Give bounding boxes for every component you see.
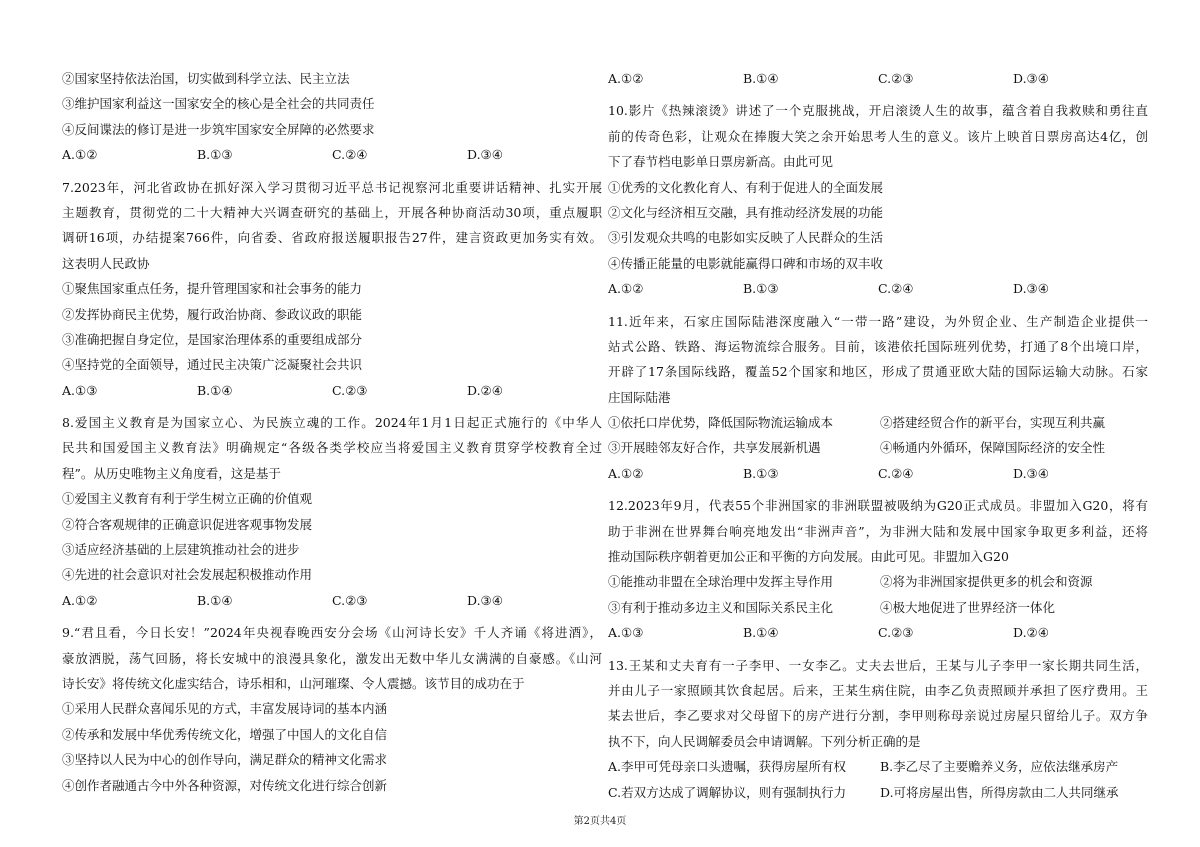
q9-item-3: ③坚持以人民为中心的创作导向，满足群众的精神文化需求 bbox=[62, 752, 388, 768]
q11-option-b[interactable]: B.①③ bbox=[743, 465, 779, 481]
q13-options-row bbox=[608, 754, 1148, 779]
question-12 bbox=[608, 493, 1148, 645]
q7-stem-line: 主题教育，贯彻党的二十大精神大兴调查研究的基础上，开展各种协商活动30项，重点履职 bbox=[62, 204, 602, 220]
q11-option-d[interactable]: D.③④ bbox=[1013, 465, 1049, 481]
q8-options bbox=[62, 588, 602, 613]
q8-item-2: ②符合客观规律的正确意识促进客观事物发展 bbox=[62, 516, 313, 532]
q10-option-a[interactable]: A.①② bbox=[608, 281, 644, 297]
q9-option-d[interactable]: D.③④ bbox=[1013, 71, 1049, 86]
q9-stem-line: 诗长安》将传统文化虚实结合，诗乐相和，山河璀璨、令人震撼。该节目的成功在于 bbox=[62, 675, 525, 691]
q8-option-b[interactable]: B.①④ bbox=[197, 592, 233, 608]
q7-option-d[interactable]: D.②④ bbox=[467, 382, 503, 398]
q10-item-4: ④传播正能量的电影就能赢得口碑和市场的双丰收 bbox=[608, 255, 884, 271]
q13-option-c[interactable]: C.若双方达成了调解协议，则有强制执行力 bbox=[608, 784, 847, 800]
q12-stem-line: 推动国际秩序朝着更加公正和平衡的方向发展。由此可见。非盟加入G20 bbox=[608, 549, 1009, 565]
q8-option-d[interactable]: D.③④ bbox=[467, 592, 503, 608]
q13-stem-line: 某去世后，李乙要求对父母留下的房产进行分割，李甲则称母亲说过房屋只留给儿子。双方争 bbox=[608, 708, 1148, 724]
q10-options bbox=[608, 276, 1148, 301]
q8-item-3: ③适应经济基础的上层建筑推动社会的进步 bbox=[62, 542, 300, 558]
q8-item-1: ①爱国主义教育有利于学生树立正确的价值观 bbox=[62, 491, 313, 507]
q12-items-row bbox=[608, 595, 1148, 620]
q7-item-2: ②发挥协商民主优势，履行政治协商、参政议政的职能 bbox=[62, 306, 363, 322]
q7-option-b[interactable]: B.①④ bbox=[197, 382, 233, 398]
q13-stem-line: 13.王某和丈夫育有一子李甲、一女李乙。丈夫去世后，王某与儿子李甲一家长期共同生活， bbox=[608, 657, 1148, 673]
q6-option-a[interactable]: A.①② bbox=[62, 147, 98, 163]
q12-item-3: ③有利于推动多边主义和国际关系民主化 bbox=[608, 599, 834, 615]
q6-item-4: ④反间谍法的修订是进一步筑牢国家安全屏障的必然要求 bbox=[62, 121, 375, 137]
q7-options bbox=[62, 378, 602, 403]
q7-item-1: ①聚焦国家重点任务，提升管理国家和社会事务的能力 bbox=[62, 281, 363, 297]
q9-item-4: ④创作者融通古今中外各种资源，对传统文化进行综合创新 bbox=[62, 777, 388, 793]
q12-item-4: ④极大地促进了世界经济一体化 bbox=[880, 599, 1056, 615]
q12-items-row bbox=[608, 569, 1148, 594]
q6-item-2: ②国家坚持依法治国，切实做到科学立法、民主立法 bbox=[62, 71, 350, 86]
q10-option-b[interactable]: B.①③ bbox=[743, 281, 779, 297]
q13-option-b[interactable]: B.李乙尽了主要赡养义务，应依法继承房产 bbox=[880, 759, 1119, 775]
q7-stem-line: 7.2023年，河北省政协在抓好深入学习贯彻习近平总书记视察河北重要讲话精神、扎实开展 bbox=[62, 179, 602, 195]
q10-stem-line: 10.影片《热辣滚烫》讲述了一个克服挑战，开启滚烫人生的故事，蕴含着自我救赎和勇往直 bbox=[608, 103, 1148, 119]
q10-option-c[interactable]: C.②④ bbox=[878, 281, 914, 297]
q7-option-c[interactable]: C.②③ bbox=[332, 382, 368, 398]
question-6-continued bbox=[62, 66, 602, 168]
q9-item-1: ①采用人民群众喜闻乐见的方式，丰富发展诗词的基本内涵 bbox=[62, 701, 388, 717]
q12-options bbox=[608, 620, 1148, 645]
q10-option-d[interactable]: D.③④ bbox=[1013, 281, 1049, 297]
page-number: 第2页共4页 bbox=[573, 816, 627, 827]
q6-item-3: ③维护国家利益这一国家安全的核心是全社会的共同责任 bbox=[62, 96, 375, 112]
q12-stem-line: 12.2023年9月，代表55个非洲国家的非洲联盟被吸纳为G20正式成员。非盟加入G20，将有 bbox=[608, 498, 1148, 514]
q11-option-c[interactable]: C.②④ bbox=[878, 465, 914, 481]
q9-option-c[interactable]: C.②③ bbox=[878, 71, 914, 86]
q11-item-2: ②搭建经贸合作的新平台，实现互利共赢 bbox=[880, 415, 1106, 431]
q11-options bbox=[608, 461, 1148, 486]
q10-stem-line: 下了春节档电影单日票房新高。由此可见 bbox=[608, 154, 834, 170]
q12-item-1: ①能推动非盟在全球治理中发挥主导作用 bbox=[608, 574, 834, 590]
q6-option-d[interactable]: D.③④ bbox=[467, 147, 503, 163]
q8-option-a[interactable]: A.①② bbox=[62, 592, 98, 608]
q13-options-row bbox=[608, 780, 1148, 805]
question-11 bbox=[608, 309, 1148, 487]
q8-option-c[interactable]: C.②③ bbox=[332, 592, 368, 608]
q10-item-3: ③引发观众共鸣的电影如实反映了人民群众的生活 bbox=[608, 230, 884, 246]
q9-stem-line: 豪放洒脱，荡气回肠，将长安城中的浪漫具象化，激发出无数中华儿女满满的自豪感。《山河 bbox=[62, 650, 602, 666]
q6-option-b[interactable]: B.①③ bbox=[197, 147, 233, 163]
q12-item-2: ②将为非洲国家提供更多的机会和资源 bbox=[880, 574, 1093, 590]
q9-options bbox=[608, 66, 1148, 91]
q11-stem-line: 站式公路、铁路、海运物流综合服务。目前，该港依托国际班列优势，打通了8个出境口岸， bbox=[608, 338, 1148, 354]
q6-option-c[interactable]: C.②④ bbox=[332, 147, 368, 163]
q11-item-4: ④畅通内外循环，保障国际经济的安全性 bbox=[880, 440, 1106, 456]
q12-option-d[interactable]: D.②④ bbox=[1013, 625, 1049, 641]
q13-option-d[interactable]: D.可将房屋出售，所得房款由二人共同继承 bbox=[880, 784, 1119, 800]
q7-item-3: ③准确把握自身定位，是国家治理体系的重要组成部分 bbox=[62, 331, 363, 347]
q13-stem-line: 并由儿子一家照顾其饮食起居。后来，王某生病住院，由李乙负责照顾并承担了医疗费用。王 bbox=[608, 682, 1148, 698]
q7-option-a[interactable]: A.①③ bbox=[62, 382, 98, 398]
q9-item-2: ②传承和发展中华优秀传统文化，增强了中国人的文化自信 bbox=[62, 726, 388, 742]
question-10 bbox=[608, 98, 1148, 301]
q7-stem-line: 这表明人民政协 bbox=[62, 255, 150, 271]
q9-option-a[interactable]: A.①② bbox=[608, 71, 644, 86]
q7-stem-line: 调研16项，办结提案766件，向省委、省政府报送履职报告27件，建言资政更加务实有效。 bbox=[62, 230, 602, 246]
q11-option-a[interactable]: A.①② bbox=[608, 465, 644, 481]
q6-options bbox=[62, 142, 602, 167]
right-column bbox=[608, 66, 1148, 805]
q11-stem-line: 开辟了17条国际线路，覆盖52个国家和地区，形成了贯通亚欧大陆的国际运输大动脉。石家 bbox=[608, 364, 1148, 380]
q12-stem-line: 助于非洲在世界舞台响亮地发出“非洲声音”，为非洲大陆和发展中国家争取更多利益，还将 bbox=[608, 523, 1148, 539]
question-9 bbox=[62, 620, 602, 798]
q10-item-1: ①优秀的文化教化育人、有利于促进人的全面发展 bbox=[608, 179, 884, 195]
q13-stem-line: 执不下，向人民调解委员会申请调解。下列分析正确的是 bbox=[608, 733, 921, 749]
question-7 bbox=[62, 175, 602, 404]
q8-stem-line: 8.爱国主义教育是为国家立心、为民族立魂的工作。2024年1月1日起正式施行的《中华人 bbox=[62, 415, 602, 431]
q10-stem-line: 前的传奇色彩，让观众在捧腹大笑之余开始思考人生的意义。该片上映首日票房高达4亿，创 bbox=[608, 128, 1148, 144]
q11-items-row bbox=[608, 410, 1148, 435]
q12-option-c[interactable]: C.②③ bbox=[878, 625, 914, 641]
q11-item-1: ①依托口岸优势，降低国际物流运输成本 bbox=[608, 415, 834, 431]
left-column bbox=[62, 66, 602, 798]
q11-items-row bbox=[608, 435, 1148, 460]
q11-item-3: ③开展睦邻友好合作，共享发展新机遇 bbox=[608, 440, 821, 456]
q12-option-b[interactable]: B.①④ bbox=[743, 625, 779, 641]
question-13 bbox=[608, 653, 1148, 805]
q8-item-4: ④先进的社会意识对社会发展起积极推动作用 bbox=[62, 567, 313, 583]
q9-stem-line: 9.“君且看，今日长安！”2024年央视春晚西安分会场《山河诗长安》千人齐诵《将进酒》， bbox=[62, 625, 602, 641]
q10-item-2: ②文化与经济相互交融，具有推动经济发展的功能 bbox=[608, 204, 884, 220]
q8-stem-line: 程”。从历史唯物主义角度看，这是基于 bbox=[62, 465, 281, 481]
q8-stem-line: 民共和国爱国主义教育法》明确规定“各级各类学校应当将爱国主义教育贯穿学校教育全过 bbox=[62, 440, 602, 456]
q11-stem-line: 庄国际陆港 bbox=[608, 389, 671, 405]
q11-stem-line: 11.近年来，石家庄国际陆港深度融入“一带一路”建设，为外贸企业、生产制造企业提供一 bbox=[608, 313, 1148, 329]
q12-option-a[interactable]: A.①③ bbox=[608, 625, 644, 641]
question-8 bbox=[62, 410, 602, 613]
q9-option-b[interactable]: B.①④ bbox=[743, 71, 779, 86]
q7-item-4: ④坚持党的全面领导，通过民主决策广泛凝聚社会共识 bbox=[62, 357, 363, 373]
q13-option-a[interactable]: A.李甲可凭母亲口头遗嘱，获得房屋所有权 bbox=[608, 759, 847, 775]
